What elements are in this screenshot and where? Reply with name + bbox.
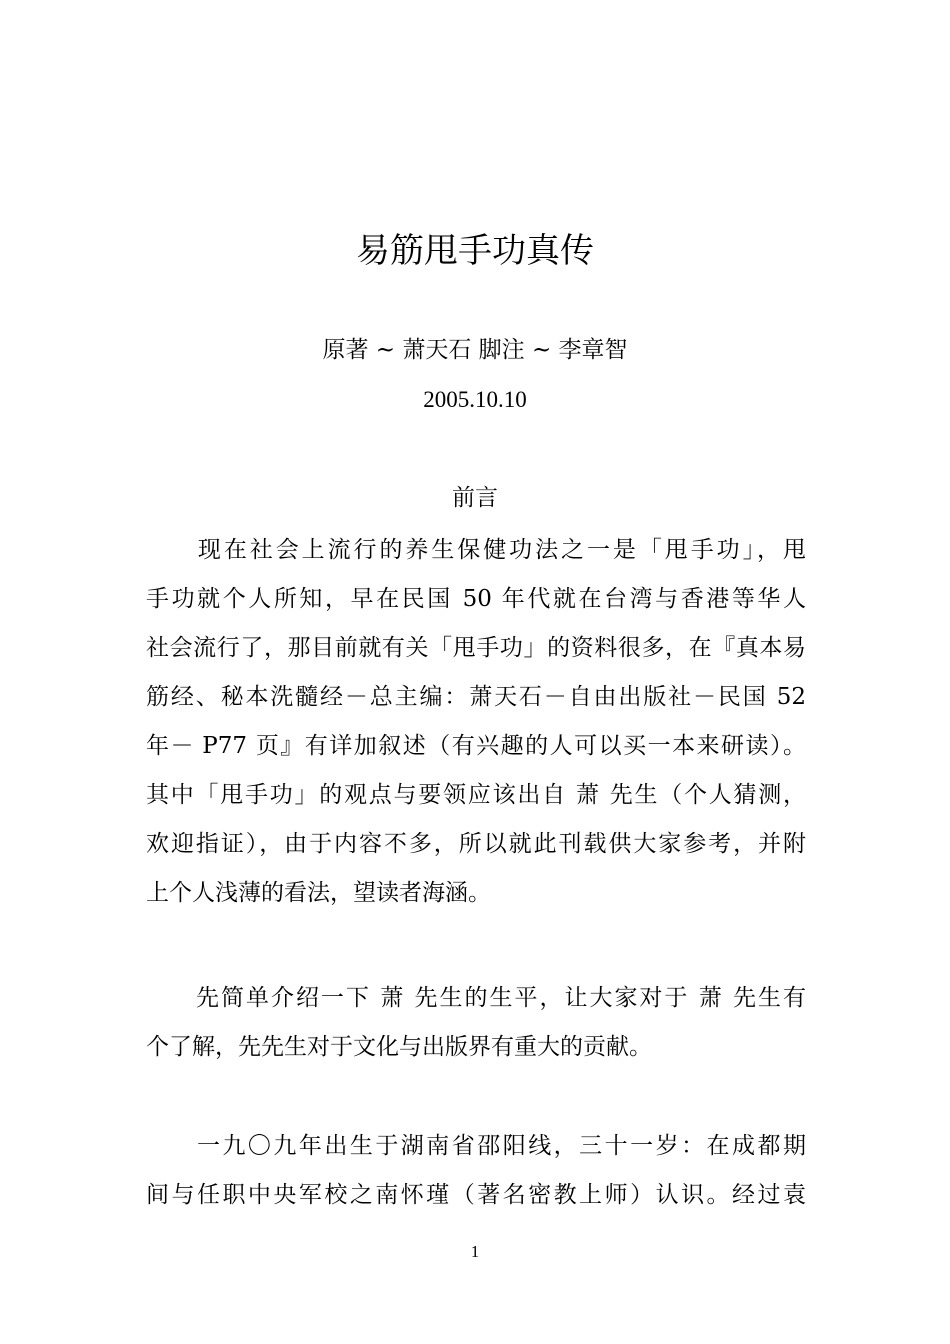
paragraph-line: 手功就个人所知，早在民国 50 年代就在台湾与香港等华人 (146, 586, 806, 612)
paragraph-line: 欢迎指证），由于内容不多，所以就此刊载供大家参考，并附 (146, 831, 806, 857)
section-heading: 前言 (452, 485, 498, 511)
document-date: 2005.10.10 (423, 387, 527, 412)
paragraph-line: 间与任职中央军校之南怀瑾（著名密教上师）认识。经过袁 (146, 1182, 806, 1208)
paragraph-line: 社会流行了，那目前就有关「甩手功」的资料很多，在『真本易 (146, 635, 806, 661)
paragraph-line: 先简单介绍一下 萧 先生的生平，让大家对于 萧 先生有 (146, 985, 806, 1011)
paragraph-line: 筋经、秘本洗髓经－总主编：萧天石－自由出版社－民国 52 (146, 684, 806, 710)
paragraph-line: 年－ P77 页』有详加叙述（有兴趣的人可以买一本来研读）。 (146, 733, 806, 759)
paragraph-introduction (146, 974, 806, 1072)
page-number: 1 (470, 1242, 480, 1261)
paragraph-line: 其中「甩手功」的观点与要领应该出自 萧 先生（个人猜测， (146, 782, 806, 808)
document-title: 易筋甩手功真传 (356, 231, 594, 271)
paragraph-preface (146, 526, 806, 918)
paragraph-line: 一九〇九年出生于湖南省邵阳线，三十一岁：在成都期 (146, 1133, 806, 1159)
paragraph-line: 个了解，先先生对于文化与出版界有重大的贡献。 (146, 1034, 652, 1060)
paragraph-biography (146, 1122, 806, 1220)
paragraph-line: 上个人浅薄的看法，望读者海涵。 (146, 880, 491, 906)
paragraph-line: 现在社会上流行的养生保健功法之一是「甩手功」，甩 (146, 537, 806, 563)
author-byline: 原著 ~ 萧天石 脚注 ~ 李章智 (322, 337, 628, 363)
